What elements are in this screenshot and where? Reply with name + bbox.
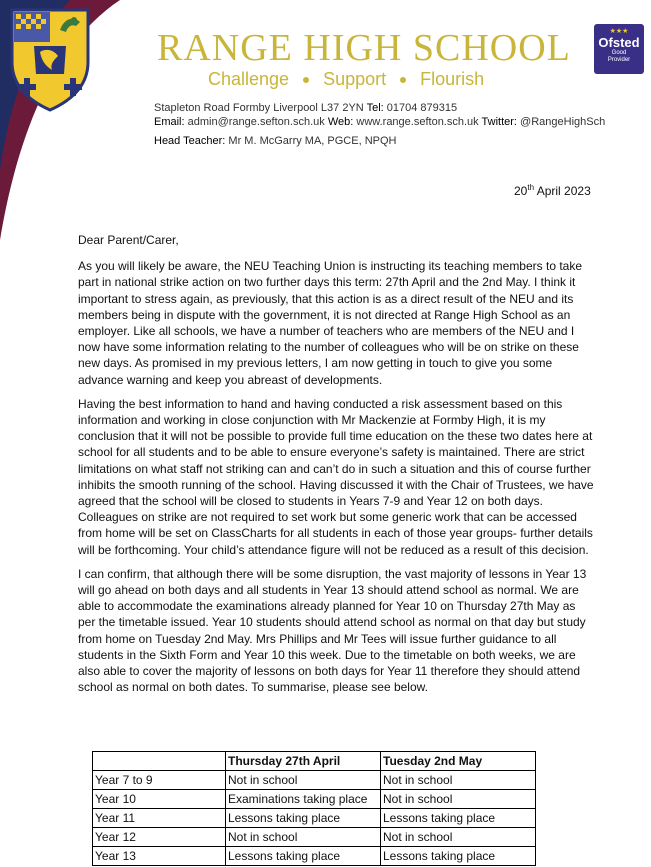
table-cell: Examinations taking place bbox=[226, 790, 381, 809]
head-teacher-name: Mr M. McGarry MA, PGCE, NPQH bbox=[228, 135, 397, 147]
twitter-handle: @RangeHighSch bbox=[520, 116, 606, 128]
table-cell: Year 12 bbox=[93, 828, 226, 847]
table-row bbox=[93, 847, 536, 866]
head-teacher-line bbox=[154, 135, 396, 147]
table-cell: Not in school bbox=[381, 790, 536, 809]
table-row bbox=[93, 790, 536, 809]
table-cell: Not in school bbox=[381, 828, 536, 847]
column-header: Tuesday 2nd May bbox=[381, 752, 536, 771]
contact-online-line bbox=[154, 116, 605, 128]
column-header bbox=[93, 752, 226, 771]
column-header: Thursday 27th April bbox=[226, 752, 381, 771]
school-name: RANGE HIGH SCHOOL bbox=[157, 27, 571, 69]
school-motto bbox=[208, 69, 484, 90]
date-day: 20 bbox=[514, 184, 528, 198]
table-cell: Lessons taking place bbox=[226, 847, 381, 866]
ofsted-badge bbox=[594, 24, 644, 74]
paragraph: As you will likely be aware, the NEU Teaching Union is instructing its teaching members to take part in national strike action on two further days this term: 27th April and the 2nd May. I think it important to stress again, as previously, that this action is as a direct result of the NEU and its members being in dispute with the government, it is not directed at Range High School as an employer. Like all schools, we have a number of teachers who are members of the NEU and I now have some information relating to the number of colleagues who will be on strike on these new days. As promised in my previous letters, I am now getting in touch to give you some advance warning and keep you abreast of developments. bbox=[78, 259, 583, 387]
table-cell: Not in school bbox=[226, 828, 381, 847]
table-cell: Lessons taking place bbox=[381, 847, 536, 866]
table-cell: Year 7 to 9 bbox=[93, 771, 226, 790]
web-label: Web: bbox=[327, 116, 354, 128]
ofsted-grade-line2: Provider bbox=[607, 57, 631, 63]
letter-body bbox=[78, 232, 594, 703]
table-cell: Year 13 bbox=[93, 847, 226, 866]
strike-schedule-table bbox=[92, 751, 536, 866]
contact-address-line bbox=[154, 102, 457, 114]
stars-icon: ★★★ bbox=[609, 28, 629, 35]
address: Stapleton Road Formby Liverpool L37 2YN bbox=[154, 102, 364, 114]
head-teacher-label: Head Teacher: bbox=[154, 135, 226, 147]
table-cell: Year 11 bbox=[93, 809, 226, 828]
table-row bbox=[93, 809, 536, 828]
table-cell: Lessons taking place bbox=[381, 809, 536, 828]
table-row bbox=[93, 771, 536, 790]
bullet-icon bbox=[400, 77, 406, 83]
table-cell: Not in school bbox=[381, 771, 536, 790]
bullet-icon bbox=[303, 77, 309, 83]
table-header-row bbox=[93, 752, 536, 771]
date-month-year: April 2023 bbox=[534, 184, 591, 198]
ofsted-grade-line1: Good bbox=[611, 50, 627, 56]
table-row bbox=[93, 828, 536, 847]
motto-word: Support bbox=[323, 69, 387, 89]
twitter-label: Twitter: bbox=[481, 116, 517, 128]
tel-label: Tel: bbox=[366, 102, 384, 114]
school-crest-logo bbox=[8, 4, 92, 112]
email-address: admin@range.sefton.sch.uk bbox=[187, 116, 325, 128]
paragraph: Having the best information to hand and having conducted a risk assessment based on this information and working in close conjunction with Mr Mackenzie at Formby High, it is my conclusion that it will not be possible to provide full time education on the these two dates here at school for all students and to be able to ensure everyone’s safety is maintained. There are strict limitations on what staff not striking can and can’t do in such a situation and this of course further inhibits the smooth running of the school. Having discussed it with the Chair of Trustees, we have agreed that the school will be closed to students in Years 7-9 and Year 12 on both days. Colleagues on strike are not required to set work but some generic work that can be accessed from home will be set on ClassCharts for all students in each of those year groups- further details will be forthcoming. Your child’s attendance figure will not be reduced as a result of this decision. bbox=[78, 396, 594, 557]
date-suffix: th bbox=[527, 183, 535, 192]
motto-word: Flourish bbox=[420, 69, 485, 89]
table-cell: Year 10 bbox=[93, 790, 226, 809]
table-cell: Not in school bbox=[226, 771, 381, 790]
motto-word: Challenge bbox=[208, 69, 290, 89]
telephone: 01704 879315 bbox=[386, 102, 458, 114]
salutation: Dear Parent/Carer, bbox=[78, 233, 179, 247]
table-cell: Lessons taking place bbox=[226, 809, 381, 828]
paragraph: I can confirm, that although there will be some disruption, the vast majority of lessons in Year 13 will go ahead on both days and all students in Year 13 should attend school as normal. We are able to accommodate the examinations already planned for Year 10 on Thursday 27th May as per the timetable issued. Year 10 students should attend school as normal on that day but study from home on Tuesday 2nd May. Mrs Phillips and Mr Tees will issue further guidance to all students in the Sixth Form and Year 10 this week. Due to the timetable on both weeks, we are also able to cover the majority of lessons on both days for Year 11 therefore they should attend school as normal on both dates. To summarise, please see below. bbox=[78, 566, 587, 695]
website: www.range.sefton.sch.uk bbox=[356, 116, 479, 128]
email-label: Email: bbox=[154, 116, 185, 128]
letter-date bbox=[514, 183, 591, 198]
ofsted-name: Ofsted bbox=[598, 35, 640, 50]
